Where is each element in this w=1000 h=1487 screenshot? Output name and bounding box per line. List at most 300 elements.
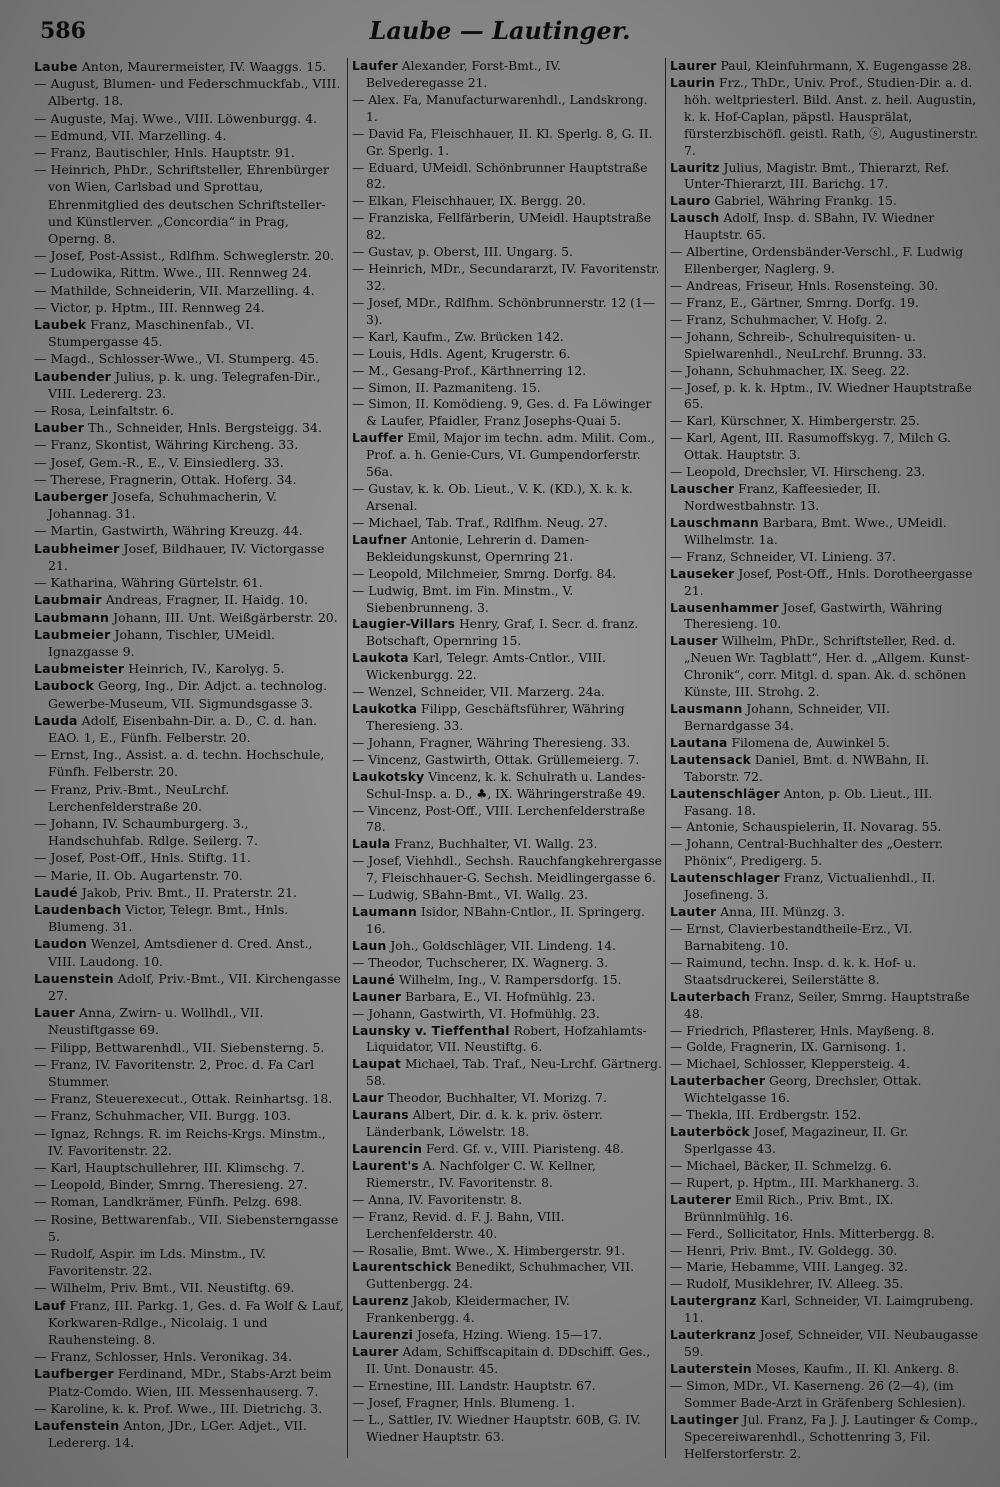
- entry-surname: Lauterbacher: [670, 1074, 766, 1089]
- directory-entry: [34, 1125, 344, 1159]
- directory-entry: [352, 380, 662, 397]
- entry-text: — Katharina, Währing Gürtelstr. 61.: [34, 575, 263, 591]
- entry-text: Franz, Buchhalter, VI. Wallg. 23.: [390, 837, 598, 852]
- entry-text: Wenzel, Amtsdiener d. Cred. Anst., VIII. Laudong. 10.: [48, 936, 313, 969]
- entry-text: — Rudolf, Aspir. im Lds. Minstm., IV. Favoritenstr. 22.: [34, 1246, 266, 1279]
- entry-surname: Laubek: [34, 317, 87, 333]
- entry-text: Franz, Kaffeesieder, II. Nordwestbahnstr. 13.: [684, 482, 881, 513]
- entry-text: Barbara, Bmt. Wwe., UMeidl. Wilhelmstr. 1a.: [684, 515, 947, 547]
- entry-text: Josefa, Hzing. Wieng. 15—17.: [413, 1328, 603, 1343]
- entry-text: Daniel, Bmt. d. NWBahn, II. Taborstr. 72.: [684, 752, 930, 784]
- directory-entry: [34, 454, 344, 471]
- directory-entry: [670, 549, 980, 566]
- directory-entry: [670, 1276, 980, 1293]
- entry-surname: Lauber: [34, 420, 85, 436]
- entry-text: — Karl, Kaufm., Zw. Brücken 142.: [352, 329, 564, 344]
- entry-text: Anton, JDr., LGer. Adjet., VII. Ledererg. 14.: [48, 1418, 307, 1451]
- entry-text: — Michael, Tab. Traf., Rdlfhm. Neug. 27.: [352, 515, 608, 530]
- directory-entry: [670, 464, 980, 481]
- entry-text: — Johann, IV. Schaumburgerg. 3., Handschuhfab. Rdlge. Seilerg. 7.: [34, 815, 258, 849]
- directory-entry: [352, 836, 662, 853]
- directory-entry: [670, 1327, 980, 1361]
- entry-text: Adolf, Eisenbahn-Dir. a. D., C. d. han. EAO. 1, E., Fünfh. Felberstr. 20.: [48, 712, 318, 745]
- directory-entry: [34, 264, 344, 281]
- directory-entry: [34, 58, 344, 75]
- entry-text: — Karl, Hauptschullehrer, III. Klimschg. 7.: [34, 1160, 305, 1175]
- entry-text: — Franz, Schuhmacher, V. Hofg. 2.: [670, 312, 888, 327]
- entry-text: — Franz, Schuhmacher, VII. Burgg. 103.: [34, 1108, 292, 1124]
- directory-entry: [670, 1378, 980, 1412]
- directory-entry: [34, 574, 344, 591]
- entry-text: Josef, Post-Off., Hnls. Dorotheergasse 21.: [684, 566, 973, 598]
- entry-text: Filipp, Geschäftsführer, Währing Theresieng. 33.: [366, 702, 625, 733]
- entry-text: — Gustav, k. k. Ob. Lieut., V. K. (KD.), X. k. k. Arsenal.: [352, 482, 633, 513]
- entry-surname: Laufberger: [34, 1366, 114, 1382]
- directory-entry: [352, 1344, 662, 1378]
- directory-entry: [670, 1243, 980, 1260]
- entry-text: Gabriel, Währing Frankg. 15.: [710, 194, 897, 209]
- directory-entry: [34, 1279, 344, 1296]
- entry-text: — Franz, Schlosser, Hnls. Veronikag. 34.: [34, 1349, 293, 1365]
- directory-entry: [670, 1056, 980, 1073]
- entry-text: Wilhelm, PhDr., Schriftsteller, Red. d. „Neuen Wr. Tagblatt“, Her. d. „Allgem. Kunst-Chronik“, corr. Mitgl. d. span. Ak. d. schönen Künste, III. Strohg. 2.: [684, 634, 970, 700]
- directory-entry: [670, 58, 980, 75]
- directory-entry: [670, 752, 980, 786]
- entry-surname: Lauterkranz: [670, 1328, 756, 1343]
- directory-entry: [34, 884, 344, 901]
- entry-text: — Vincenz, Gastwirth, Ottak. Grüllemeierg. 7.: [352, 752, 640, 767]
- directory-entry: [670, 1412, 980, 1463]
- entry-surname: Laufer: [352, 59, 398, 73]
- entry-text: — Leopold, Drechsler, VI. Hirscheng. 23.: [670, 465, 926, 480]
- directory-entry: [670, 1158, 980, 1175]
- entry-text: Josef, Gastwirth, Währing Theresieng. 10.: [684, 600, 943, 632]
- directory-entry: [670, 870, 980, 904]
- entry-text: — Josef, MDr., Rdlfhm. Schönbrunnerstr. 12 (1—3).: [352, 295, 656, 327]
- entry-surname: Lauberger: [34, 489, 109, 505]
- entry-text: — Antonie, Schauspielerin, II. Novarag. 55.: [670, 820, 942, 835]
- entry-text: Wilhelm, Ing., V. Rampersdorfg. 15.: [394, 972, 622, 987]
- entry-text: — Andreas, Friseur, Hnls. Rosensteing. 30.: [670, 278, 939, 293]
- directory-entry: [670, 1192, 980, 1226]
- entry-text: Julius, Magistr. Bmt., Thierarzt, Ref. Unter-Thierarzt, III. Barichg. 17.: [684, 160, 950, 192]
- entry-text: Ferd. Gf. v., VIII. Piaristeng. 48.: [422, 1142, 625, 1156]
- entry-surname: Lautana: [670, 735, 728, 750]
- directory-entry: [352, 650, 662, 684]
- entry-text: Joh., Goldschläger, VII. Lindeng. 14.: [386, 938, 616, 953]
- directory-entry: [34, 161, 344, 247]
- entry-text: Johann, III. Unt. Weißgärberstr. 20.: [109, 609, 338, 625]
- entry-text: — Elkan, Fleischhauer, IX. Bergg. 20.: [352, 194, 586, 209]
- entry-text: Julius, p. k. ung. Telegrafen-Dir., VIII. Ledererg. 23.: [48, 368, 321, 401]
- entry-text: — Rosalie, Bmt. Wwe., X. Himbergerstr. 91.: [352, 1243, 626, 1258]
- entry-text: Anna, III. Münzg. 3.: [716, 905, 845, 920]
- entry-text: — Thekla, III. Erdbergstr. 152.: [670, 1108, 862, 1123]
- directory-entry: [352, 566, 662, 583]
- entry-surname: Laubender: [34, 368, 112, 384]
- entry-surname: Lautenschlager: [670, 871, 780, 886]
- directory-entry: [34, 1193, 344, 1210]
- entry-surname: Lauda: [34, 712, 78, 728]
- directory-entry: [670, 1107, 980, 1124]
- entry-surname: Lauter: [670, 905, 717, 920]
- entry-text: Johann, Schneider, VII. Bernardgasse 34.: [684, 702, 890, 733]
- entry-surname: Lausenhammer: [670, 600, 779, 615]
- directory-entry: [352, 244, 662, 261]
- entry-text: — Anna, IV. Favoritenstr. 8.: [352, 1192, 523, 1207]
- entry-text: Franz, Maschinenfab., VI. Stumpergasse 45.: [48, 317, 255, 350]
- entry-surname: Laurent's: [352, 1158, 419, 1173]
- directory-entry: [352, 701, 662, 735]
- entry-text: — Josef, p. k. k. Hptm., IV. Wiedner Hauptstraße 65.: [670, 380, 972, 412]
- directory-entry: [352, 261, 662, 295]
- entry-text: — Henri, Priv. Bmt., IV. Goldegg. 30.: [670, 1243, 898, 1258]
- entry-surname: Laurer: [670, 59, 717, 73]
- directory-entry: [670, 735, 980, 752]
- entry-surname: Lauterstein: [670, 1361, 752, 1376]
- directory-entry: [670, 244, 980, 278]
- entry-text: Jakob, Priv. Bmt., II. Praterstr. 21.: [77, 884, 298, 900]
- entry-text: — Wenzel, Schneider, VII. Marzerg. 24a.: [352, 685, 605, 700]
- directory-entry: [670, 160, 980, 194]
- directory-entry: [34, 660, 344, 677]
- entry-surname: Laubmeier: [34, 626, 111, 642]
- directory-entry: [34, 1159, 344, 1176]
- directory-entry: [670, 278, 980, 295]
- directory-entry: [352, 363, 662, 380]
- entry-text: A. Nachfolger C. W. Kellner, Riemerstr., IV. Favoritenstr. 8.: [366, 1158, 596, 1190]
- entry-surname: Launer: [352, 989, 402, 1004]
- directory-entry: [352, 616, 662, 650]
- directory-entry: [34, 901, 344, 935]
- entry-text: Robert, Hofzahlamts-Liquidator, VII. Neustiftg. 6.: [366, 1023, 647, 1055]
- entry-text: Heinrich, IV., Karolyg. 5.: [124, 661, 285, 677]
- entry-surname: Laurenzi: [352, 1328, 414, 1343]
- entry-surname: Laurin: [670, 75, 716, 90]
- entry-text: — Victor, p. Hptm., III. Rennweg 24.: [34, 299, 265, 315]
- entry-text: — Josef, Gem.-R., E., V. Einsiedlerg. 33.: [34, 454, 284, 470]
- directory-entry: [352, 887, 662, 904]
- entry-text: — L., Sattler, IV. Wiedner Hauptstr. 60B, G. IV. Wiedner Hauptstr. 63.: [352, 1412, 641, 1444]
- directory-entry: [670, 701, 980, 735]
- directory-entry: [670, 329, 980, 363]
- entry-surname: Lauseker: [670, 566, 735, 581]
- directory-entry: [34, 110, 344, 127]
- entry-text: — Raimund, techn. Insp. d. k. k. Hof- u. Staatsdruckerei, Seilerstätte 8.: [670, 955, 917, 987]
- entry-surname: Laurenz: [352, 1294, 409, 1309]
- entry-surname: Laumann: [352, 905, 417, 920]
- entry-text: — Franz, Bautischler, Hnls. Hauptstr. 91.: [34, 145, 295, 161]
- entry-text: Albert, Dir. d. k. k. priv. österr. Länderbank, Löwelstr. 18.: [366, 1108, 603, 1140]
- entry-text: — Franz, Skontist, Währing Kircheng. 33.: [34, 437, 299, 453]
- directory-entry: [34, 144, 344, 161]
- entry-surname: Lautenschläger: [670, 786, 780, 801]
- entry-text: — Franz, Schneider, VI. Linieng. 37.: [670, 549, 896, 564]
- entry-surname: Lauschmann: [670, 515, 759, 530]
- entry-text: — August, Blumen- und Federschmuckfab., VIII. Albertg. 18.: [34, 76, 341, 109]
- entry-surname: Laugier-Villars: [352, 617, 456, 632]
- entry-surname: Laubmann: [34, 609, 110, 625]
- entry-text: — Michael, Schlosser, Kleppersteig. 4.: [670, 1057, 910, 1072]
- directory-entry: [34, 1245, 344, 1279]
- entry-text: — Josef, Post-Off., Hnls. Stiftg. 11.: [34, 850, 252, 866]
- entry-text: Georg, Drechsler, Ottak. Wichtelgasse 16.: [684, 1074, 922, 1106]
- entry-surname: Lauterbach: [670, 989, 751, 1004]
- entry-text: Andreas, Fragner, II. Haidg. 10.: [101, 592, 309, 608]
- directory-entry: [352, 295, 662, 329]
- directory-entry: [352, 1243, 662, 1260]
- directory-entry: [34, 970, 344, 1004]
- entry-text: Filomena de, Auwinkel 5.: [727, 735, 890, 750]
- entry-text: Karl, Telegr. Amts-Cntlor., VIII. Wickenburgg. 22.: [366, 651, 606, 683]
- entry-text: Paul, Kleinfuhrmann, X. Eugengasse 28.: [716, 59, 972, 73]
- directory-entry: [670, 819, 980, 836]
- directory-entry: [670, 430, 980, 464]
- directory-entry: [34, 591, 344, 608]
- entry-text: Jakob, Kleidermacher, IV. Frankenbergg. 4.: [366, 1294, 570, 1326]
- directory-entry: [34, 781, 344, 815]
- entry-text: Josef, Bildhauer, IV. Victorgasse 21.: [48, 540, 325, 573]
- entry-text: Josefa, Schuhmacherin, V. Johannag. 31.: [48, 489, 277, 522]
- directory-entry: [34, 299, 344, 316]
- directory-entry: [670, 363, 980, 380]
- entry-text: Benedikt, Schuhmacher, VII. Guttenbergg. 24.: [366, 1260, 635, 1292]
- entry-surname: Laula: [352, 837, 391, 852]
- directory-entry: [670, 904, 980, 921]
- directory-entry: [34, 935, 344, 969]
- entry-text: Franz, III. Parkg. 1, Ges. d. Fa Wolf & Lauf, Korkwaren-Rdlge., Nicolaig. 1 und Rauhensteing. 8.: [48, 1297, 344, 1348]
- directory-entry: [352, 1141, 662, 1158]
- directory-entry: [670, 566, 980, 600]
- entry-text: Frz., ThDr., Univ. Prof., Studien-Dir. a. d. höh. weltpriesterl. Bild. Anst. z. heil. Augustin, k. k. Hof-Caplan, päpstl. Hausprälat, fürsterzbischöfl. geistl. Rath, ⓢ, Augustinerstr. 7.: [684, 75, 978, 158]
- directory-entry: [34, 436, 344, 453]
- directory-entry: [34, 1297, 344, 1349]
- directory-entry: [670, 210, 980, 244]
- directory-entry: [352, 481, 662, 515]
- entry-text: Vincenz, k. k. Schulrath u. Landes-Schul-Insp. a. D., ♣, IX. Währingerstraße 49.: [366, 769, 646, 801]
- entry-text: — Martin, Gastwirth, Währing Kreuzg. 44.: [34, 523, 303, 539]
- entry-surname: Laubock: [34, 678, 94, 694]
- entry-text: Michael, Tab. Traf., Neu-Lrchf. Gärtnerg. 58.: [366, 1057, 662, 1089]
- directory-entry: [670, 75, 980, 160]
- entry-surname: Lauterer: [670, 1192, 732, 1207]
- entry-surname: Lauer: [34, 1005, 75, 1021]
- directory-entry: [352, 904, 662, 938]
- entry-text: — Wilhelm, Priv. Bmt., VII. Neustiftg. 69.: [34, 1280, 295, 1296]
- directory-entry: [34, 368, 344, 402]
- entry-text: Anton, p. Ob. Lieut., III. Fasang. 18.: [684, 786, 933, 818]
- entry-text: Moses, Kaufm., II. Kl. Ankerg. 8.: [751, 1361, 960, 1376]
- directory-entry: [670, 380, 980, 414]
- entry-text: — Leopold, Milchmeier, Smrng. Dorfg. 84.: [352, 566, 617, 581]
- entry-text: Henry, Graf, I. Secr. d. franz. Botschaft, Opernring 15.: [366, 617, 639, 649]
- entry-text: — Albertine, Ordensbänder-Verschl., F. Ludwig Ellenberger, Naglerg. 9.: [670, 245, 964, 277]
- directory-entry: [670, 1361, 980, 1378]
- entry-text: — Magd., Schlosser-Wwe., VI. Stumperg. 45.: [34, 351, 319, 367]
- directory-entry: [670, 481, 980, 515]
- entry-text: — Marie, II. Ob. Augartenstr. 70.: [34, 867, 243, 883]
- entry-surname: Laupat: [352, 1057, 402, 1072]
- entry-text: Isidor, NBahn-Cntlor., II. Springerg. 16.: [366, 905, 645, 937]
- entry-text: — Auguste, Maj. Wwe., VIII. Löwenburgg. 4.: [34, 110, 317, 126]
- entry-text: Franz, Victualienhdl., II. Josefineng. 3.: [684, 871, 936, 903]
- entry-surname: Lautinger: [670, 1412, 739, 1427]
- entry-text: Adolf, Priv.-Bmt., VII. Kirchengasse 27.: [48, 970, 341, 1003]
- entry-text: — Simon, II. Pazmaniteng. 15.: [352, 380, 541, 395]
- entry-text: Barbara, E., VI. Hofmühlg. 23.: [401, 989, 596, 1004]
- directory-entry: [34, 316, 344, 350]
- directory-entry: [670, 515, 980, 549]
- directory-entry: [670, 1023, 980, 1040]
- directory-entry: [34, 1348, 344, 1365]
- directory-entry: [34, 1090, 344, 1107]
- directory-entry: [352, 1158, 662, 1192]
- entry-text: Josef, Schneider, VII. Neubaugasse 59.: [684, 1328, 979, 1360]
- entry-text: — Edmund, VII. Marzelling. 4.: [34, 127, 227, 143]
- directory-entry: [352, 972, 662, 989]
- directory-entry: [352, 1327, 662, 1344]
- directory-entry: [670, 295, 980, 312]
- entry-text: — Josef, Post-Assist., Rdlfhm. Schweglerstr. 20.: [34, 248, 335, 264]
- entry-text: — Gustav, p. Oberst, III. Ungarg. 5.: [352, 245, 573, 260]
- directory-entry: [34, 247, 344, 264]
- directory-entry: [670, 1259, 980, 1276]
- directory-entry: [670, 786, 980, 820]
- entry-text: — Ludowika, Rittm. Wwe., III. Rennweg 24.: [34, 265, 312, 281]
- directory-entry: [34, 849, 344, 866]
- directory-entry: [352, 853, 662, 887]
- entry-text: — Vincenz, Post-Off., VIII. Lerchenfelderstraße 78.: [352, 803, 646, 835]
- directory-entry: [352, 583, 662, 617]
- entry-text: — Louis, Hdls. Agent, Krugerstr. 6.: [352, 346, 571, 361]
- entry-surname: Laudenbach: [34, 901, 122, 917]
- entry-text: — Rudolf, Musiklehrer, IV. Alleeg. 35.: [670, 1277, 904, 1292]
- directory-entry: [34, 1107, 344, 1124]
- entry-text: — Franziska, Fellfärberin, UMeidl. Hauptstraße 82.: [352, 211, 652, 243]
- directory-entry: [670, 600, 980, 634]
- directory-entry: [34, 540, 344, 574]
- directory-entry: [352, 346, 662, 363]
- entry-surname: Lauser: [670, 634, 718, 649]
- entry-text: — Karl, Agent, III. Rasumoffskyg. 7, Milch G. Ottak. Hauptstr. 3.: [670, 431, 951, 463]
- directory-entry: [670, 312, 980, 329]
- entry-text: Johann, Tischler, UMeidl. Ignazgasse 9.: [48, 626, 275, 659]
- entry-surname: Laubheimer: [34, 540, 120, 556]
- directory-entry: [34, 402, 344, 419]
- entry-text: Anton, Maurermeister, IV. Waaggs. 15.: [77, 59, 327, 74]
- entry-text: — Ignaz, Rchngs. R. im Reichs-Krgs. Minstm., IV. Favoritenstr. 22.: [34, 1125, 326, 1158]
- entry-text: — Johann, Gastwirth, VI. Hofmühlg. 23.: [352, 1006, 600, 1021]
- entry-surname: Laun: [352, 938, 387, 953]
- entry-text: Emil, Major im techn. adm. Milit. Com., Prof. a. h. Genie-Curs, VI. Gumpendorferstr. 56a.: [366, 431, 655, 480]
- entry-text: Georg, Ing., Dir. Adjct. a. technolog. Gewerbe-Museum, VII. Sigmundsgasse 3.: [48, 678, 328, 711]
- directory-entry: [34, 626, 344, 660]
- directory-entry: [34, 746, 344, 780]
- entry-text: Franz, Seiler, Smrng. Hauptstraße 48.: [684, 989, 970, 1021]
- entry-surname: Laukotka: [352, 702, 418, 717]
- directory-entry: [34, 1400, 344, 1417]
- entry-text: — Therese, Fragnerin, Ottak. Hoferg. 34.: [34, 471, 297, 487]
- entry-text: — Ludwig, Bmt. im Fin. Minstm., V. Siebenbrunneng. 3.: [352, 583, 574, 615]
- directory-entry: [352, 684, 662, 701]
- directory-entry: [670, 921, 980, 955]
- directory-entry: [34, 350, 344, 367]
- entry-text: — Karl, Kürschner, X. Himbergerstr. 25.: [670, 414, 920, 429]
- directory-entry: [352, 938, 662, 955]
- directory-entry: [34, 522, 344, 539]
- entry-surname: Lauterböck: [670, 1125, 750, 1140]
- directory-entry: [352, 193, 662, 210]
- entry-text: Theodor, Buchhalter, VI. Morizg. 7.: [383, 1091, 607, 1106]
- directory-entry: [34, 1417, 344, 1451]
- entry-text: Ferdinand, MDr., Stabs-Arzt beim Platz-Comdo. Wien, III. Messenhauserg. 7.: [48, 1366, 332, 1399]
- entry-text: — Johann, Central-Buchhalter des „Oesterr. Phönix“, Predigerg. 5.: [670, 837, 944, 869]
- entry-text: — Mathilde, Schneiderin, VII. Marzelling. 4.: [34, 282, 315, 298]
- entry-text: — Franz, Priv.-Bmt., NeuLrchf. Lerchenfelderstraße 20.: [34, 781, 230, 814]
- page-header: [40, 14, 960, 50]
- entry-text: — Josef, Viehhdl., Sechsh. Rauchfangkehrergasse 7, Fleischhauer-G. Sechsh. Meidlingergasse 6.: [352, 854, 662, 886]
- entry-text: — Filipp, Bettwarenhdl., VII. Siebensterng. 5.: [34, 1039, 325, 1055]
- directory-entry: [352, 803, 662, 837]
- directory-entry: [352, 1006, 662, 1023]
- entry-surname: Lauenstein: [34, 970, 114, 986]
- entry-text: — Alex. Fa, Manufacturwarenhdl., Landskrong. 1.: [352, 92, 648, 124]
- entry-surname: Lauf: [34, 1297, 66, 1313]
- entry-surname: Lausch: [670, 211, 720, 226]
- entry-surname: Laubmeister: [34, 661, 125, 677]
- entry-text: — Ernestine, III. Landstr. Hauptstr. 67.: [352, 1378, 596, 1393]
- directory-entry: [352, 1395, 662, 1412]
- entry-surname: Laukota: [352, 651, 409, 666]
- directory-entry: [670, 1124, 980, 1158]
- entry-text: — Roman, Landkrämer, Fünfh. Pelzg. 698.: [34, 1194, 303, 1210]
- directory-entry: [34, 282, 344, 299]
- directory-entry: [34, 1004, 344, 1038]
- entry-text: — Franz, E., Gärtner, Smrng. Dorfg. 19.: [670, 295, 919, 310]
- entry-text: — Theodor, Tuchscherer, IX. Wagnerg. 3.: [352, 955, 609, 970]
- entry-text: Anna, Zwirn- u. Wollhdl., VII. Neustiftgasse 69.: [48, 1005, 264, 1038]
- entry-text: — Franz, Revid. d. F. J. Bahn, VIII. Lerchenfelderstr. 40.: [352, 1209, 565, 1241]
- entry-surname: Laukotsky: [352, 769, 425, 784]
- entry-text: — Ferd., Sollicitator, Hnls. Mitterbergg. 8.: [670, 1226, 935, 1241]
- entry-text: — Simon, II. Komödieng. 9, Ges. d. Fa Löwinger & Laufer, Pfaidler, Franz Josephs-Quai 5.: [352, 397, 652, 429]
- entry-text: Alexander, Forst-Bmt., IV. Belvederegasse 21.: [366, 59, 561, 90]
- directory-entry: [352, 955, 662, 972]
- directory-entry: [34, 1056, 344, 1090]
- directory-entry: [34, 815, 344, 849]
- entry-surname: Laudé: [34, 884, 78, 900]
- entry-surname: Laurentschick: [352, 1260, 452, 1275]
- directory-entry: [34, 488, 344, 522]
- directory-entry: [34, 75, 344, 109]
- directory-entry: [352, 989, 662, 1006]
- directory-entry: [352, 1293, 662, 1327]
- entry-surname: Laurencin: [352, 1142, 423, 1156]
- directory-entry: [352, 1192, 662, 1209]
- entry-text: Th., Schneider, Hnls. Bergsteigg. 34.: [84, 420, 322, 436]
- column-1: [34, 58, 344, 1478]
- directory-entry: [34, 1039, 344, 1056]
- entry-surname: Laube: [34, 59, 78, 74]
- entry-text: — Franz, Steuerexecut., Ottak. Reinhartsg. 18.: [34, 1091, 333, 1107]
- entry-text: — M., Gesang-Prof., Kärthnerring 12.: [352, 363, 587, 378]
- entry-text: — Ernst, Ing., Assist. a. d. techn. Hochschule, Fünfh. Felberstr. 20.: [34, 747, 325, 780]
- entry-surname: Lautergranz: [670, 1294, 757, 1309]
- entry-text: Victor, Telegr. Bmt., Hnls. Blumeng. 31.: [48, 901, 289, 935]
- entry-text: — Ernst, Clavierbestandtheile-Erz., VI. Barnabiteng. 10.: [670, 922, 913, 953]
- directory-entry: [34, 609, 344, 626]
- running-title: Laube — Lautinger.: [369, 16, 631, 45]
